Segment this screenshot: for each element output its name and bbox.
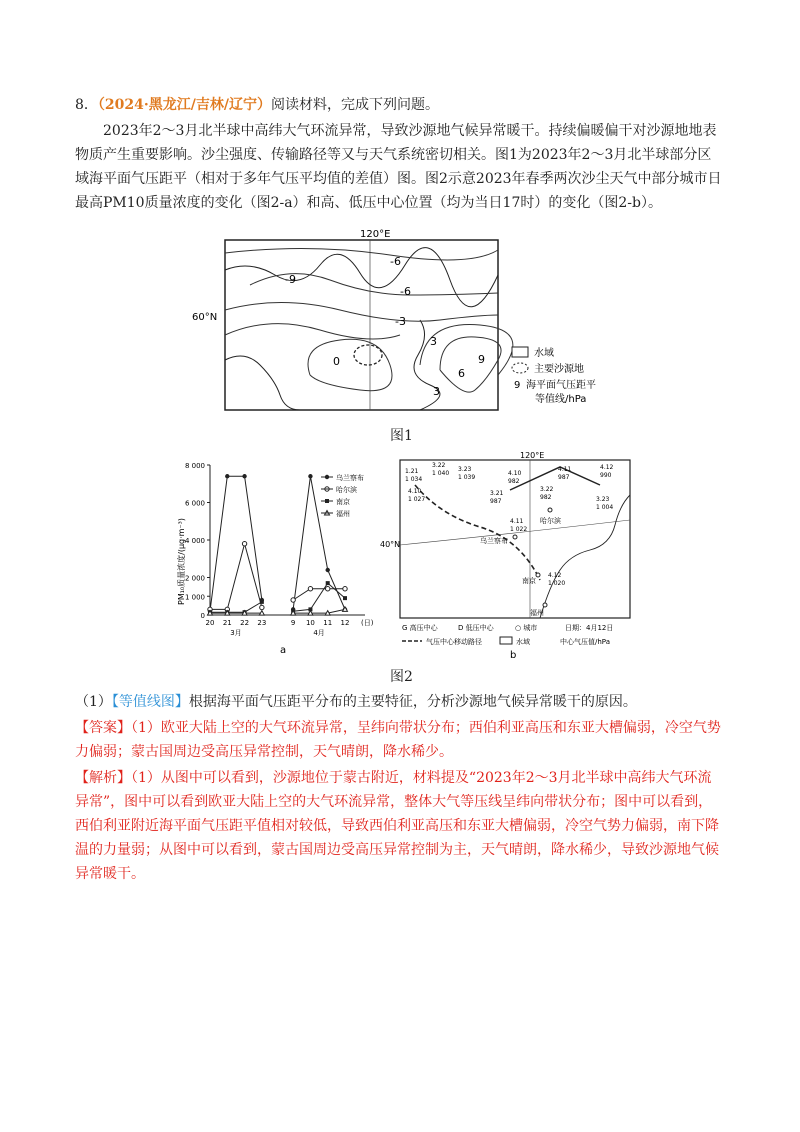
analysis-text: （1）从图中可以看到，沙源地位于蒙古附近，材料提及“2023年2～3月北半球中高纬大气环流异常”，图中可以看到欧亚大陆上空的大气环流异常，整体大气等压线呈纬向带状分布；图中可以看到，西伯利亚附近海平面气压距平值相对较低，导致西伯利亚高压和东亚大槽偏弱，冷空气势力偏弱，南下降温的力量弱；从图中可以看到，蒙古国周边受高压异常控制为主，天气晴朗，降水稀少，导致沙源地气候异常暖干。: [75, 770, 719, 882]
legend-water: 水域: [534, 348, 554, 359]
pressure-label: 3.23: [596, 496, 610, 503]
y-tick-label: 0: [200, 612, 205, 620]
city-label: 哈尔滨: [540, 517, 561, 525]
city-label: 福州: [530, 609, 544, 617]
pressure-label: 1 039: [458, 474, 476, 481]
pressure-label: 3.22: [540, 486, 554, 493]
question-number: 8．: [75, 97, 98, 113]
sub-question-number: （1）: [75, 694, 112, 710]
data-point: [260, 600, 264, 604]
city-label: 南京: [522, 577, 536, 585]
city-marker: [543, 603, 547, 607]
month-label: 3月: [230, 629, 242, 637]
pressure-label: 4.11: [510, 518, 524, 525]
lat-label: 60°N: [192, 312, 218, 323]
x-tick-label: 22: [240, 619, 250, 627]
pressure-label: 1 004: [596, 504, 614, 511]
sub-question-tag: 【等值线图】: [111, 694, 189, 710]
legend-water-swatch: [512, 347, 528, 357]
data-point: [259, 611, 264, 616]
data-point: [343, 607, 348, 612]
data-point: [291, 598, 295, 602]
figure2a-chart: [170, 455, 390, 655]
pressure-label: 4.10: [408, 488, 422, 495]
legend-isoline-value: 9: [514, 380, 521, 391]
legend-isoline-line1: 海平面气压距平: [526, 380, 596, 391]
city-marker: [536, 573, 540, 577]
pressure-label: 1 040: [432, 470, 450, 477]
x-tick-label: 10: [305, 619, 315, 627]
lon-label: 120°E: [360, 229, 391, 240]
pressure-label: 990: [600, 472, 612, 479]
sub-question: [75, 690, 725, 714]
data-point: [325, 611, 330, 616]
pressure-label: 3.23: [458, 466, 472, 473]
legend-sand-source: 主要沙源地: [534, 364, 584, 375]
question-source: （2024·黑龙江/吉林/辽宁）: [97, 97, 271, 113]
data-point: [326, 568, 330, 572]
contour-label: 3: [430, 335, 437, 348]
data-point: [260, 605, 264, 609]
pressure-label: 1.21: [405, 468, 419, 475]
x-tick-label: 9: [290, 619, 296, 627]
pressure-label: 4.10: [508, 470, 522, 477]
pressure-label: 987: [558, 474, 570, 481]
question-header: [75, 93, 725, 117]
contour-label: 3: [433, 385, 440, 398]
pressure-label: 1 020: [548, 580, 566, 587]
y-tick-label: 4 000: [184, 537, 205, 545]
data-point: [326, 587, 330, 591]
contour-label: -6: [390, 255, 401, 268]
data-point: [308, 474, 312, 478]
contour-label: -3: [395, 315, 406, 328]
pressure-label: 982: [508, 478, 520, 485]
contour-label: 6: [458, 367, 465, 380]
city-label: 乌兰察布: [480, 537, 508, 545]
pressure-label: 3.22: [432, 462, 446, 469]
x-tick-label: 11: [323, 619, 333, 627]
y-axis-label: PM₁₀质量浓度/(μg·m⁻³): [177, 517, 186, 605]
figure2-caption: 图2: [390, 669, 413, 685]
figure1-map: [190, 225, 630, 415]
data-point: [343, 596, 347, 600]
legend-label: 哈尔滨: [336, 486, 357, 494]
pressure-label: 4.12: [600, 464, 614, 471]
data-point: [343, 587, 347, 591]
answer-tag: 【答案】: [75, 720, 131, 736]
month-label: 4月: [313, 629, 325, 637]
legend-high: G 高压中心: [402, 624, 438, 632]
pressure-label: 982: [540, 494, 552, 501]
contour-label: 0: [333, 355, 340, 368]
lat-label: 40°N: [380, 540, 401, 549]
sub-label-a: a: [280, 645, 287, 656]
pressure-label: 1 022: [510, 526, 528, 533]
data-point: [242, 542, 246, 546]
pressure-label: 1 027: [408, 496, 426, 503]
legend-label: 福州: [336, 510, 350, 518]
data-point: [308, 587, 312, 591]
figure2b-map: [380, 451, 635, 661]
city-marker: [513, 535, 517, 539]
legend-label: 南京: [336, 498, 350, 506]
legend-city: ○ 城市: [515, 624, 538, 632]
pressure-label: 987: [490, 498, 502, 505]
legend-central-value: 中心气压值/hPa: [560, 638, 610, 646]
x-unit-label: (日): [361, 619, 374, 627]
legend-sand-swatch: [512, 363, 528, 373]
city-marker: [548, 508, 552, 512]
answer-block: [75, 716, 725, 764]
analysis-tag: 【解析】: [75, 770, 131, 786]
material-text: 2023年2～3月北半球中高纬大气环流异常，导致沙源地气候异常暖干。持续偏暖偏干对沙源地地表物质产生重要影响。沙尘强度、传输路径等又与天气系统密切相关。图1为2023年2～3月北半球部分区域海平面气压距平（相对于多年气压平均值的差值）图。图2示意2023年春季两次沙尘天气中部分城市日最高PM10质量浓度的变化（图2-a）和高、低压中心位置（均为当日17时）的变化（图2-b）。: [75, 123, 722, 211]
pressure-label: 4.12: [548, 572, 562, 579]
answer-text: （1）欧亚大陆上空的大气环流异常，呈纬向带状分布；西伯利亚高压和东亚大槽偏弱，冷空气势力偏弱；蒙古国周边受高压异常控制，天气晴朗，降水稀少。: [75, 720, 721, 760]
x-tick-label: 12: [340, 619, 350, 627]
contour-label: 9: [478, 353, 485, 366]
sub-label-b: b: [510, 650, 517, 661]
series-line: [293, 476, 345, 609]
data-point: [225, 474, 229, 478]
legend-date: 日期：4月12日: [565, 624, 614, 632]
legend-path: 气压中心移动路径: [426, 638, 482, 646]
lon-label: 120°E: [520, 451, 545, 460]
pressure-label: 4.11: [558, 466, 572, 473]
x-tick-label: 23: [257, 619, 267, 627]
question-instruction: 阅读材料，完成下列问题。: [271, 97, 439, 113]
pressure-label: 1 034: [405, 476, 423, 483]
series-line: [293, 583, 345, 611]
pressure-label: 3.21: [490, 490, 504, 497]
data-point: [242, 474, 246, 478]
data-point: [326, 581, 330, 585]
legend-label: 乌兰察布: [336, 474, 364, 482]
contour-label: -9: [285, 273, 296, 286]
x-tick-label: 20: [205, 619, 215, 627]
legend-isoline-line2: 等值线/hPa: [535, 394, 587, 405]
contour-label: -6: [400, 285, 411, 298]
y-tick-label: 8 000: [184, 462, 205, 470]
legend-water-swatch: [500, 637, 512, 644]
series-line: [210, 476, 262, 611]
series-line: [210, 602, 262, 612]
analysis-block: [75, 766, 725, 886]
figure1-caption: 图1: [390, 428, 413, 444]
y-tick-label: 2 000: [184, 574, 205, 583]
legend-low: D 低压中心: [458, 624, 494, 632]
sub-question-text: 根据海平面气压距平分布的主要特征，分析沙源地气候异常暖干的原因。: [188, 694, 637, 710]
x-tick-label: 21: [222, 619, 232, 627]
legend-water: 水域: [516, 638, 530, 646]
y-tick-label: 1 000: [184, 593, 205, 602]
y-tick-label: 6 000: [184, 499, 205, 508]
